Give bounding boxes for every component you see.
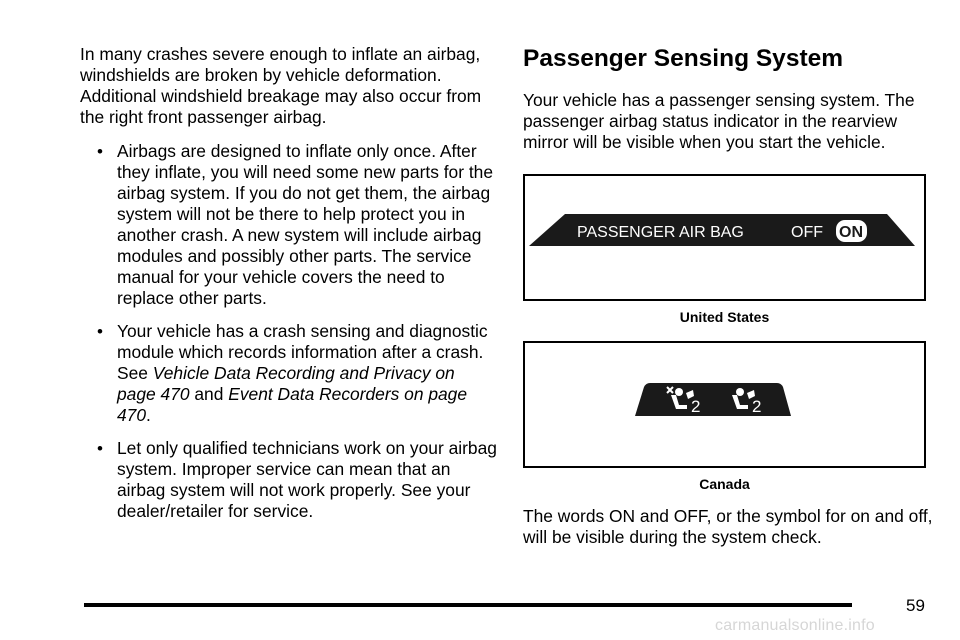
us-indicator-illustration: [525, 176, 924, 299]
bullet-text-part: .: [146, 405, 151, 425]
airbag-off-seat-number: 2: [691, 397, 701, 416]
bullet-text-part: Your vehicle has a crash sensing and diagnostic module which records information after a crash. See: [117, 321, 488, 383]
us-indicator-figure: [523, 174, 926, 301]
passenger-sensing-paragraph: Your vehicle has a passenger sensing system. The passenger airbag status indicator in the rearview mirror will be visible when you start the vehicle.: [523, 90, 915, 152]
cross-reference-link[interactable]: Vehicle Data Recording and Privacy on page 470: [117, 363, 455, 404]
bullet-text: Airbags are designed to inflate only once. After they inflate, you will need some new parts for the airbag system. If you do not get them, the airbag system will not be there to help protect you in another crash. A new system will include airbag modules and possibly other parts. The service manual for your vehicle covers the need to replace other parts.: [117, 141, 494, 308]
bullet-list: [80, 141, 498, 522]
figure-caption: United States: [679, 309, 770, 325]
passenger-air-bag-label: PASSENGER AIR BAG: [577, 224, 744, 241]
indicator-panel: [635, 383, 791, 416]
figure-caption: Canada: [699, 476, 750, 492]
bullet-mark: •: [97, 142, 103, 161]
canada-indicator-illustration: [525, 343, 924, 466]
page-number: 59: [906, 596, 925, 615]
canada-indicator-figure: [523, 341, 926, 468]
bullet-mark: •: [97, 322, 103, 341]
cross-reference-link[interactable]: Event Data Recorders on page 470: [117, 384, 468, 425]
section-heading: Passenger Sensing System: [523, 45, 844, 72]
bullet-item: [80, 438, 498, 522]
bullet-text: [117, 321, 488, 425]
bullet-text: Let only qualified technicians work on your airbag system. Improper service can mean that an airbag system will not work properly. See your dealer/retailer for service.: [117, 438, 497, 521]
intro-paragraph: In many crashes severe enough to inflate an airbag, windshields are broken by vehicle deformation. Additional windshield breakage may also occur from the right front passenger airbag.: [80, 44, 482, 127]
off-label: OFF: [791, 224, 823, 241]
footer-rule: [84, 603, 852, 607]
left-column: [80, 44, 498, 534]
bullet-item: [80, 321, 498, 426]
on-label: ON: [839, 224, 863, 241]
airbag-on-seat-number: 2: [752, 397, 762, 416]
system-check-paragraph: The words ON and OFF, or the symbol for on and off, will be visible during the system check.: [523, 506, 933, 547]
watermark-text: carmanualsonline.info: [715, 617, 875, 634]
right-column: [523, 44, 933, 153]
bullet-item: [80, 141, 498, 309]
bullet-mark: •: [97, 439, 103, 458]
bullet-text-part: and: [189, 384, 229, 404]
